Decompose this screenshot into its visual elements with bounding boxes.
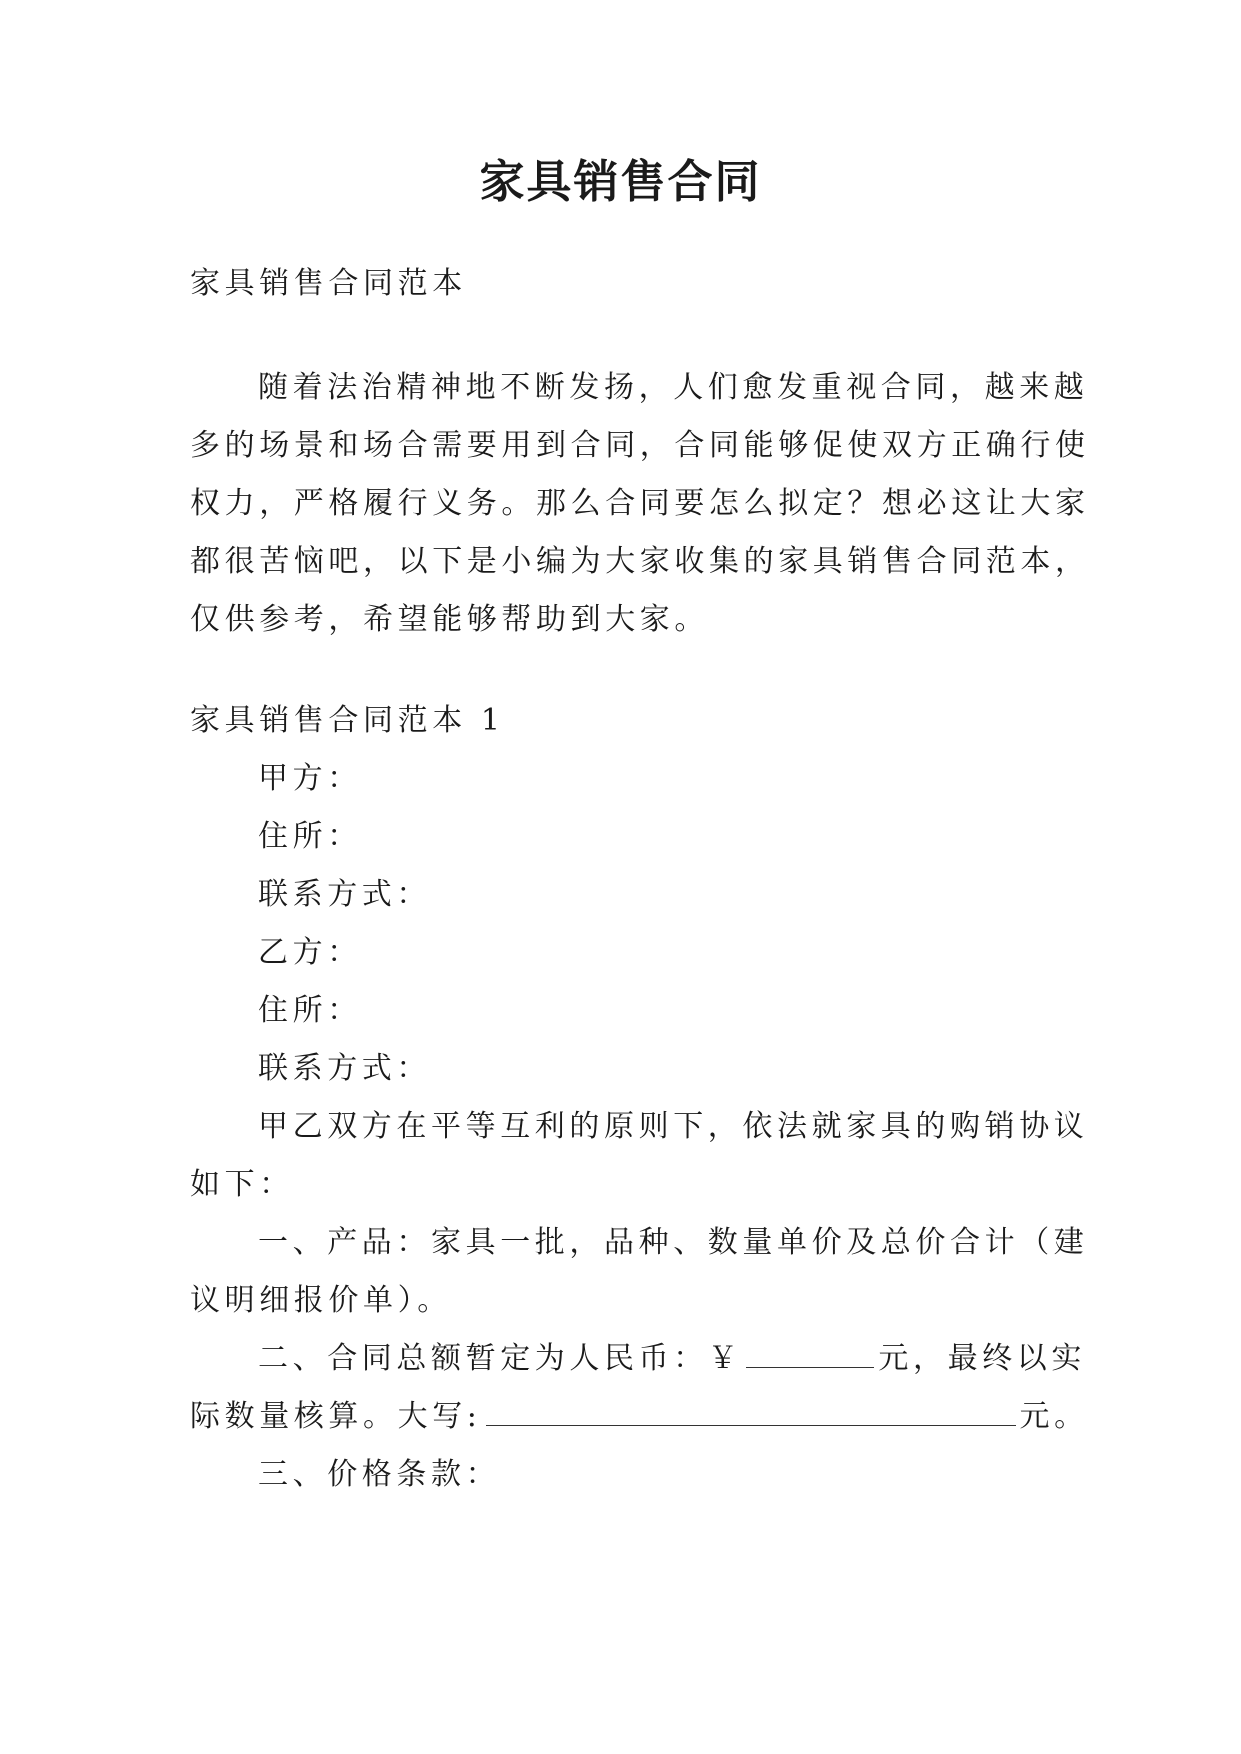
amount-blank[interactable] bbox=[746, 1339, 874, 1368]
clause1-line-1: 一、产品：家具一批，品种、数量单价及总价合计（建 bbox=[258, 1225, 1089, 1260]
agreement-line-2: 如下： bbox=[190, 1167, 294, 1202]
party-a-address-label: 住所： bbox=[258, 819, 362, 854]
party-a-name-label: 甲方： bbox=[258, 761, 362, 796]
clause2-line-1 bbox=[258, 1339, 1086, 1379]
agreement-line-1: 甲乙双方在平等互利的原则下，依法就家具的购销协议 bbox=[258, 1109, 1089, 1144]
clause2-capital-suffix: 元。 bbox=[1019, 1399, 1089, 1434]
clause2-amount-suffix: 元，最终以实 bbox=[878, 1341, 1087, 1376]
clause2-line-2 bbox=[190, 1397, 1089, 1437]
clause3-heading: 三、价格条款： bbox=[258, 1457, 501, 1492]
party-b-address-label: 住所： bbox=[258, 993, 362, 1028]
sample-heading: 家具销售合同范本 1 bbox=[190, 703, 505, 738]
party-b-name-label: 乙方： bbox=[258, 935, 362, 970]
document-title: 家具销售合同 bbox=[479, 155, 762, 208]
clause2-capital-prefix: 际数量核算。大写: bbox=[190, 1399, 482, 1434]
intro-line-2: 多的场景和场合需要用到合同，合同能够促使双方正确行使 bbox=[190, 428, 1090, 463]
intro-line-3: 权力，严格履行义务。那么合同要怎么拟定？想必这让大家 bbox=[190, 486, 1090, 521]
capital-amount-blank[interactable] bbox=[486, 1397, 1016, 1426]
clause1-line-2: 议明细报价单）。 bbox=[190, 1283, 452, 1318]
intro-line-4: 都很苦恼吧，以下是小编为大家收集的家具销售合同范本， bbox=[190, 544, 1090, 579]
intro-line-1: 随着法治精神地不断发扬，人们愈发重视合同，越来越 bbox=[258, 370, 1089, 405]
clause2-amount-prefix: 二、合同总额暂定为人民币：￥ bbox=[258, 1341, 743, 1376]
document-subtitle: 家具销售合同范本 bbox=[190, 266, 467, 301]
intro-line-5: 仅供参考，希望能够帮助到大家。 bbox=[190, 602, 709, 637]
party-a-contact-label: 联系方式： bbox=[258, 877, 431, 912]
party-b-contact-label: 联系方式： bbox=[258, 1051, 431, 1086]
